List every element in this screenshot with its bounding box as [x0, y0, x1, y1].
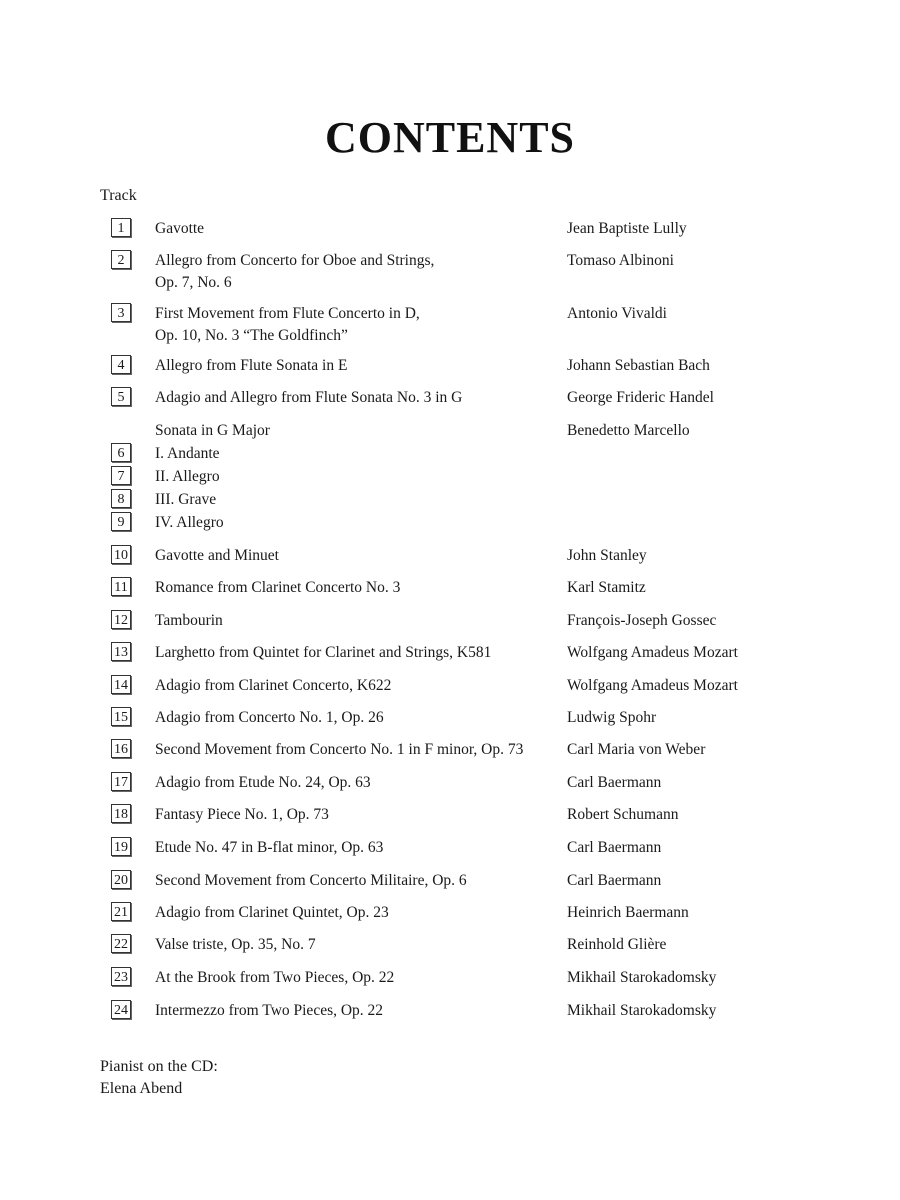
track-composer: Mikhail Starokadomsky	[567, 969, 717, 986]
track-composer: Wolfgang Amadeus Mozart	[567, 677, 738, 694]
track-row	[0, 707, 900, 729]
track-number: 4	[111, 355, 131, 374]
track-title: Tambourin	[155, 612, 223, 629]
track-number: 17	[111, 772, 131, 791]
movement-title: III. Grave	[155, 491, 217, 508]
pianist-credit	[100, 1056, 218, 1100]
track-row	[0, 772, 900, 794]
track-composer: Antonio Vivaldi	[567, 305, 667, 322]
track-title: Second Movement from Concerto Militaire, Op. 6	[155, 872, 467, 889]
track-number: 22	[111, 934, 131, 953]
movement-row	[0, 489, 900, 511]
track-title-line: Op. 7, No. 6	[155, 274, 232, 291]
track-title: Adagio from Clarinet Quintet, Op. 23	[155, 904, 389, 921]
track-row	[0, 934, 900, 956]
movement-title: I. Andante	[155, 445, 220, 462]
movement-row	[0, 443, 900, 465]
movement-title: IV. Allegro	[155, 514, 224, 531]
track-title: Adagio from Concerto No. 1, Op. 26	[155, 709, 384, 726]
track-composer: François-Joseph Gossec	[567, 612, 717, 629]
track-row	[0, 902, 900, 924]
track-number: 24	[111, 1000, 131, 1019]
track-composer: Reinhold Glière	[567, 936, 667, 953]
track-row	[0, 642, 900, 664]
track-number: 18	[111, 804, 131, 823]
track-row	[0, 355, 900, 377]
track-row	[0, 804, 900, 826]
track-composer: Carl Baermann	[567, 872, 662, 889]
movement-row	[0, 512, 900, 534]
track-number: 15	[111, 707, 131, 726]
track-title: Intermezzo from Two Pieces, Op. 22	[155, 1002, 384, 1019]
track-title-line: Allegro from Concerto for Oboe and Strings,	[155, 252, 435, 269]
track-row	[0, 967, 900, 989]
track-title	[155, 303, 420, 347]
track-number: 6	[111, 443, 131, 462]
track-composer: Tomaso Albinoni	[567, 252, 674, 269]
track-composer: Jean Baptiste Lully	[567, 220, 687, 237]
track-composer: Karl Stamitz	[567, 579, 646, 596]
track-composer: Johann Sebastian Bach	[567, 357, 710, 374]
track-number: 13	[111, 642, 131, 661]
page-title: CONTENTS	[324, 113, 576, 162]
track-number: 3	[111, 303, 131, 322]
track-row	[0, 303, 900, 344]
track-title: Second Movement from Concerto No. 1 in F minor, Op. 73	[155, 741, 524, 758]
movement-row	[0, 466, 900, 488]
track-number: 19	[111, 837, 131, 856]
track-number: 10	[111, 545, 131, 564]
track-row	[0, 387, 900, 409]
track-composer: Carl Baermann	[567, 774, 662, 791]
track-composer: Robert Schumann	[567, 806, 679, 823]
track-title: Gavotte	[155, 220, 205, 237]
track-number: 20	[111, 870, 131, 889]
track-number: 21	[111, 902, 131, 921]
track-title: Allegro from Flute Sonata in E	[155, 357, 348, 374]
track-number: 23	[111, 967, 131, 986]
track-row	[0, 837, 900, 859]
track-composer: Mikhail Starokadomsky	[567, 1002, 717, 1019]
track-number: 1	[111, 218, 131, 237]
track-title: Adagio and Allegro from Flute Sonata No. 3 in G	[155, 389, 463, 406]
track-composer: John Stanley	[567, 547, 647, 564]
track-row	[0, 1000, 900, 1022]
track-title: Romance from Clarinet Concerto No. 3	[155, 579, 401, 596]
track-row	[0, 218, 900, 240]
track-number: 11	[111, 577, 131, 596]
track-row	[0, 577, 900, 599]
track-number: 8	[111, 489, 131, 508]
track-number: 12	[111, 610, 131, 629]
track-row	[0, 675, 900, 697]
track-title-line: Op. 10, No. 3 “The Goldfinch”	[155, 327, 348, 344]
track-number: 16	[111, 739, 131, 758]
track-title: Fantasy Piece No. 1, Op. 73	[155, 806, 329, 823]
track-column-heading: Track	[100, 187, 137, 204]
track-row	[0, 545, 900, 567]
pianist-label: Pianist on the CD:	[100, 1058, 218, 1075]
track-row	[0, 250, 900, 291]
track-title-line: First Movement from Flute Concerto in D,	[155, 305, 420, 322]
track-composer: Carl Baermann	[567, 839, 662, 856]
track-title	[155, 250, 434, 294]
track-number: 5	[111, 387, 131, 406]
track-row	[0, 610, 900, 632]
pianist-name: Elena Abend	[100, 1080, 183, 1097]
track-row	[0, 739, 900, 761]
track-number: 2	[111, 250, 131, 269]
sonata-composer: Benedetto Marcello	[567, 422, 690, 439]
track-number: 9	[111, 512, 131, 531]
track-title: Adagio from Clarinet Concerto, K622	[155, 677, 392, 694]
track-title: Adagio from Etude No. 24, Op. 63	[155, 774, 371, 791]
track-number: 14	[111, 675, 131, 694]
track-title: Valse triste, Op. 35, No. 7	[155, 936, 316, 953]
track-number: 7	[111, 466, 131, 485]
track-row	[0, 870, 900, 892]
sonata-heading-row	[0, 420, 900, 442]
track-composer: Wolfgang Amadeus Mozart	[567, 644, 738, 661]
track-composer: Carl Maria von Weber	[567, 741, 706, 758]
track-composer: Heinrich Baermann	[567, 904, 689, 921]
track-composer: George Frideric Handel	[567, 389, 714, 406]
track-title: At the Brook from Two Pieces, Op. 22	[155, 969, 395, 986]
track-title: Larghetto from Quintet for Clarinet and Strings, K581	[155, 644, 492, 661]
track-title: Etude No. 47 in B-flat minor, Op. 63	[155, 839, 384, 856]
track-composer: Ludwig Spohr	[567, 709, 657, 726]
track-title: Gavotte and Minuet	[155, 547, 279, 564]
sonata-title: Sonata in G Major	[155, 422, 270, 439]
movement-title: II. Allegro	[155, 468, 220, 485]
